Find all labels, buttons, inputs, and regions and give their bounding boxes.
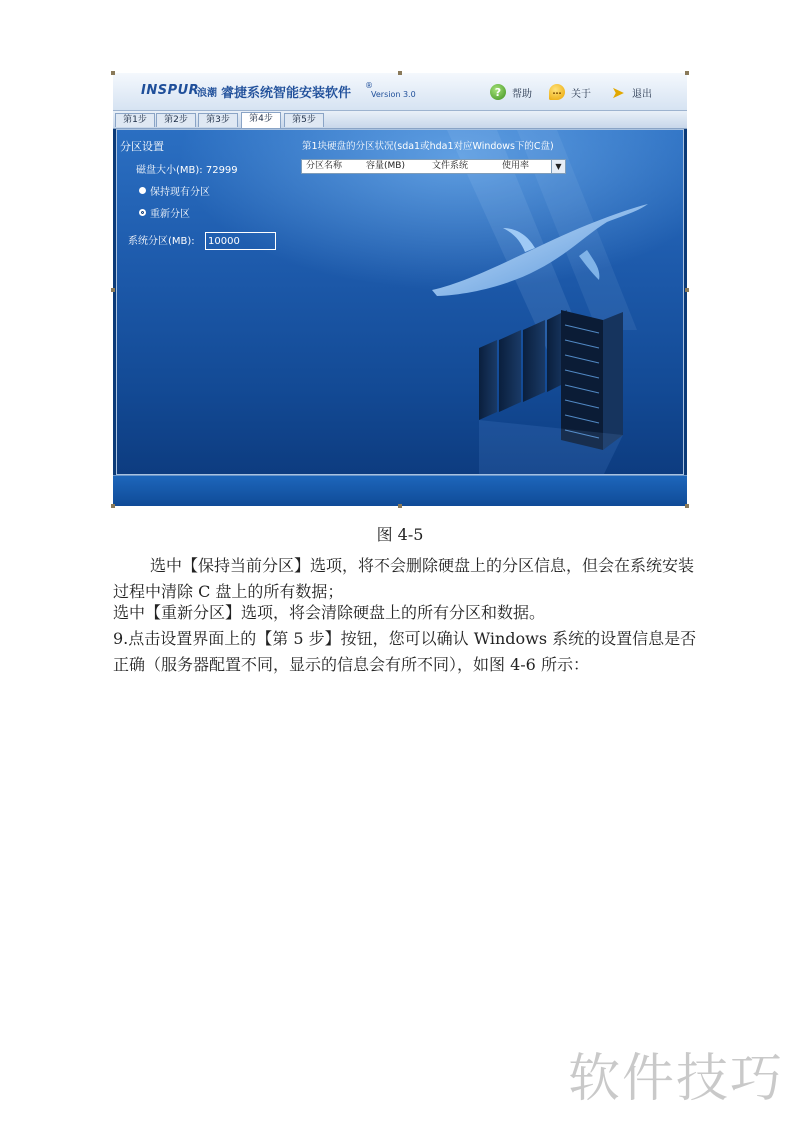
running-person-icon: ➤ [611, 82, 625, 102]
radio-selected[interactable] [139, 209, 146, 216]
help-button[interactable] [490, 82, 532, 102]
system-partition-input[interactable] [205, 232, 276, 250]
column-capacity: 容量(MB) [366, 161, 405, 171]
repartition-option[interactable] [139, 205, 190, 219]
keep-partition-label: 保持现有分区 [150, 186, 210, 198]
server-rack-icon [479, 310, 623, 476]
radio-unselected[interactable] [139, 187, 146, 194]
resize-handle [111, 288, 115, 292]
tab-step-3[interactable]: 第3步 [198, 113, 238, 127]
app-version: Version 3.0 [371, 90, 416, 99]
system-partition-label: 系统分区(MB): [128, 236, 195, 247]
resize-handle [111, 504, 115, 508]
paragraph-repartition: 选中【重新分区】选项，将会清除硬盘上的所有分区和数据。 [113, 603, 546, 622]
app-title: 睿捷系统智能安装软件 [221, 86, 352, 101]
brand-logo: INSPUR [141, 83, 200, 98]
step-tabs [113, 111, 687, 129]
disk-table-header[interactable] [301, 159, 566, 174]
help-icon: ? [490, 84, 506, 100]
resize-handle [111, 71, 115, 75]
disk-table-title: 第1块硬盘的分区状况(sda1或hda1对应Windows下的C盘) [302, 141, 554, 152]
dropdown-arrow-icon[interactable]: ▼ [551, 160, 565, 173]
disk-size-label: 磁盘大小(MB): 72999 [136, 165, 238, 176]
registered-mark: ® [365, 81, 373, 90]
resize-handle [685, 288, 689, 292]
installer-screenshot [113, 73, 687, 506]
column-usage: 使用率 [502, 161, 530, 171]
tab-step-2[interactable]: 第2步 [156, 113, 196, 127]
repartition-label: 重新分区 [150, 208, 190, 220]
resize-handle [685, 504, 689, 508]
resize-handle [398, 71, 402, 75]
help-label: 帮助 [512, 88, 532, 100]
section-title: 分区设置 [120, 140, 164, 153]
exit-label: 退出 [632, 88, 652, 100]
app-header [113, 73, 687, 111]
about-button[interactable] [549, 82, 591, 102]
paragraph-keep-partition: 选中【保持当前分区】选项，将不会删除硬盘上的分区信息，但会在系统安装过程中清除 C 盘上的所有数据； [113, 556, 695, 601]
partition-panel [116, 129, 684, 475]
keep-partition-option[interactable] [139, 183, 210, 197]
resize-handle [685, 71, 689, 75]
exit-button[interactable] [610, 82, 652, 102]
tab-step-4[interactable]: 第4步 [241, 112, 281, 128]
resize-handle [398, 504, 402, 508]
paragraph-step-5: 9.点击设置界面上的【第 5 步】按钮，您可以确认 Windows 系统的设置信息是否正确（服务器配置不同，显示的信息会有所不同），如图 4-6 所示： [113, 629, 697, 674]
app-footer [113, 475, 687, 506]
watermark: 软件技巧 [568, 1049, 785, 1109]
speech-bubble-icon: … [549, 84, 565, 100]
tab-step-1[interactable]: 第1步 [115, 113, 155, 127]
tab-step-5[interactable]: 第5步 [284, 113, 324, 127]
brand-chinese: 浪潮 [197, 88, 217, 99]
figure-caption: 图 4-5 [376, 525, 424, 544]
about-label: 关于 [571, 88, 591, 100]
column-filesystem: 文件系统 [432, 161, 469, 171]
column-partition-name: 分区名称 [306, 161, 343, 171]
